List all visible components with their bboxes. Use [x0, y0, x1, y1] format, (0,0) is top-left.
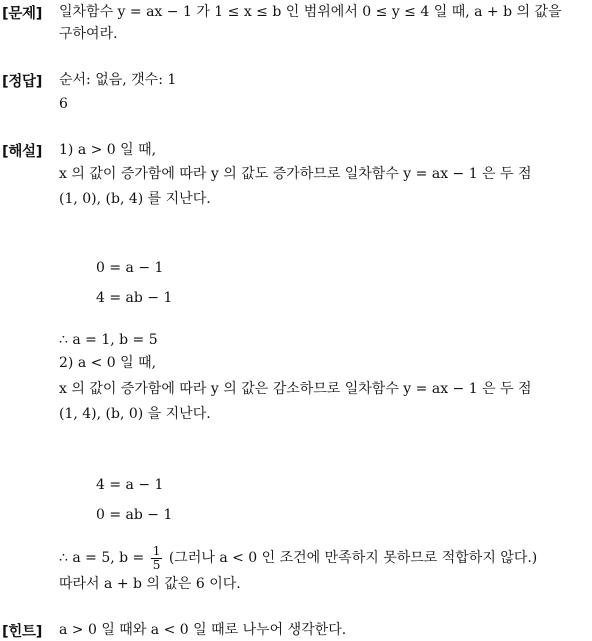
case2-equation-2: 0 = ab − 1	[96, 507, 173, 523]
case2-fraction	[151, 545, 163, 572]
answer-tag: [정답]	[2, 74, 43, 90]
case2-title: 2) a < 0 일 때,	[59, 355, 157, 371]
case2-result-note: (그러나 a < 0 인 조건에 만족하지 못하므로 적합하지 않다.)	[168, 550, 538, 566]
case1-equation-1: 0 = a − 1	[96, 260, 164, 276]
case2-desc-1: x 의 값이 증가함에 따라 y 의 값은 감소하므로 일차함수 y = ax − 1 은 두 점	[59, 381, 532, 397]
case2-result	[59, 543, 537, 573]
case1-result: ∴ a = 1, b = 5	[59, 332, 158, 348]
case1-desc-1: x 의 값이 증가함에 따라 y 의 값도 증가하므로 일차함수 y = ax − 1 은 두 점	[59, 166, 532, 182]
problem-line-2: 구하여라.	[59, 26, 118, 42]
case1-title: 1) a > 0 일 때,	[59, 142, 157, 158]
case2-equation-1: 4 = a − 1	[96, 477, 164, 493]
answer-line-2: 6	[59, 96, 68, 112]
case2-result-prefix: ∴ a = 5, b =	[59, 550, 145, 566]
problem-line-1: 일차함수 y = ax − 1 가 1 ≤ x ≤ b 인 범위에서 0 ≤ y ≤ 4 일 때, a + b 의 값을	[59, 4, 562, 20]
answer-line-1: 순서: 없음, 갯수: 1	[59, 72, 177, 88]
explanation-tag: [해설]	[2, 144, 43, 160]
fraction-denominator: 5	[152, 557, 161, 572]
hint-tag: [힌트]	[2, 624, 43, 640]
problem-tag: [문제]	[2, 6, 43, 22]
case1-equation-2: 4 = ab − 1	[96, 290, 173, 306]
fraction-numerator: 1	[152, 543, 161, 558]
case2-desc-2: (1, 4), (b, 0) 을 지난다.	[59, 406, 211, 422]
case1-desc-2: (1, 0), (b, 4) 를 지난다.	[59, 191, 211, 207]
hint-line-1: a > 0 일 때와 a < 0 일 때로 나누어 생각한다.	[59, 622, 347, 638]
conclusion-line: 따라서 a + b 의 값은 6 이다.	[59, 576, 241, 592]
